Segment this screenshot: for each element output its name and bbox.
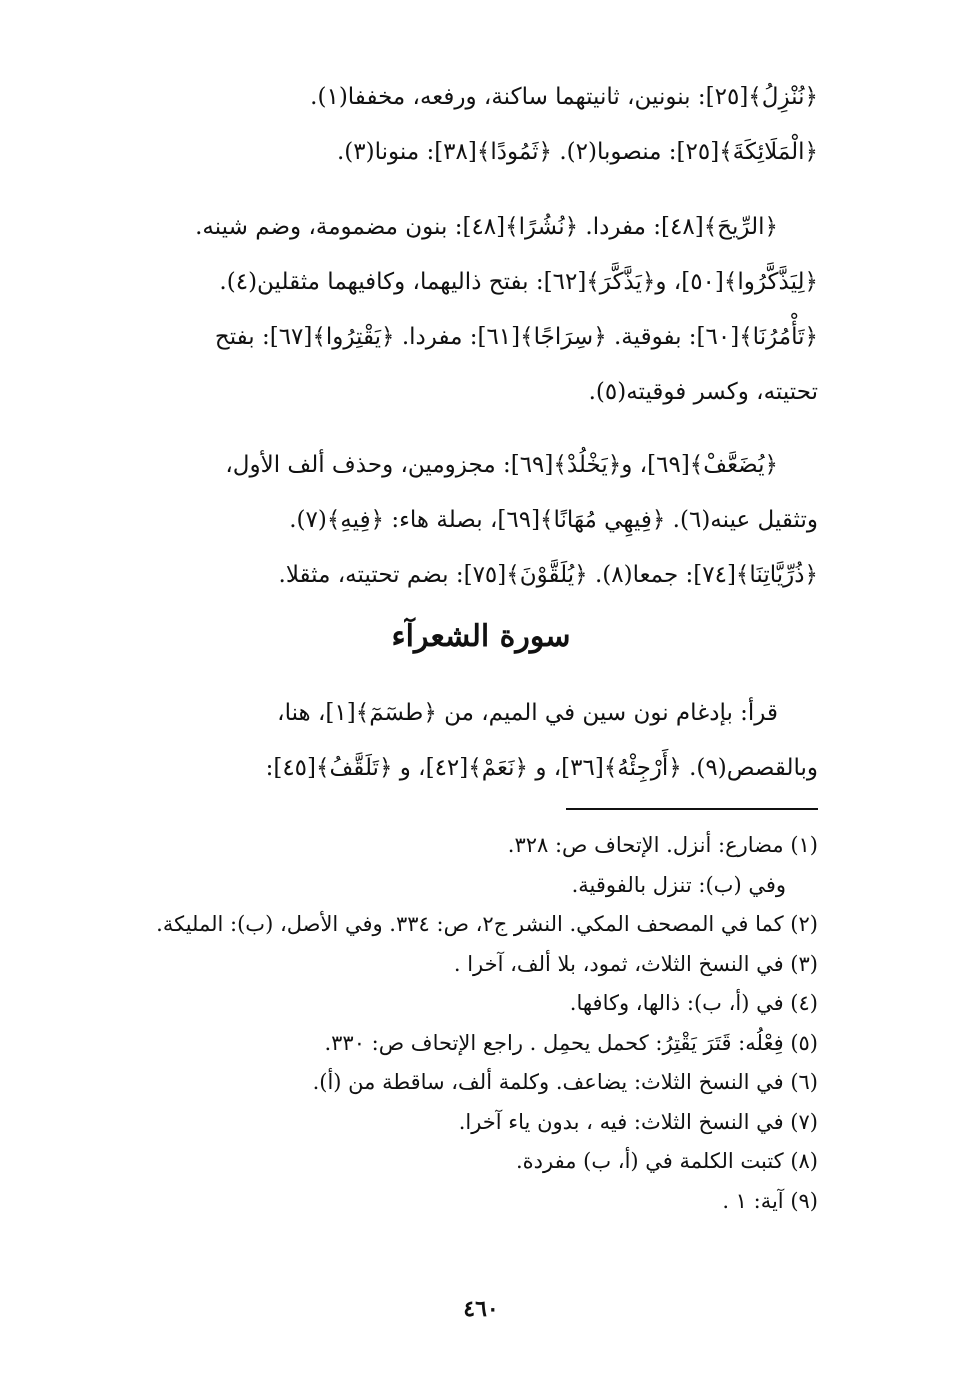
paragraph-3 bbox=[106, 438, 818, 603]
footnote: (٣) في النسخ الثلاث، ثمود، بلا ألف، آخرا . bbox=[453, 951, 818, 976]
text-line: ﴿لِيَذَّكَّرُوا﴾[٥٠]، و﴿يَذَّكَّرَ﴾[٦٢]: بفتح ذاليهما، وكافيهما مثقلين(٤). bbox=[219, 269, 818, 295]
footnote: (٥) فِعْلُه: قَتَرَ يَقْتِرُ: كحمل يحمِل . راجع الإتحاف ص: ٣٣٠. bbox=[324, 1030, 818, 1055]
footnote: (٢) كما في المصحف المكي. النشر ج٢، ص: ٣٣٤. وفي الأصل، (ب): المليكة. bbox=[156, 912, 818, 936]
text-line: ﴿ذُرِّيَّاتِنَا﴾[٧٤]: جمعا(٨). ﴿يُلَقَّوْنَ﴾[٧٥]: بضم تحتيته، مثقلا. bbox=[278, 562, 818, 588]
footnote: (٦) في النسخ الثلاث: يضاعف. وكلمة ألف، ساقطة من (أ). bbox=[312, 1070, 818, 1094]
paragraph-2 bbox=[106, 200, 818, 420]
text-line: ﴿نُنْزِلُ﴾[٢٥]: بنونين، ثانيتهما ساكنة، ورفعه، مخففا(١). bbox=[310, 84, 818, 110]
paragraph-4 bbox=[106, 686, 818, 796]
page-number: ٤٦٠ bbox=[463, 1296, 499, 1322]
text-line: وتثقيل عينه(٦). ﴿فِيهِي مُهَانًا﴾[٦٩]، بصلة هاء: ﴿فِيهِ﴾(٧). bbox=[289, 507, 818, 533]
paragraph-1 bbox=[106, 70, 818, 180]
text-line: تحتيته، وكسر فوقيته(٥). bbox=[588, 379, 818, 405]
footnote: (٤) في (أ، ب): ذالها، وكافها. bbox=[569, 991, 818, 1015]
surah-title: سورة الشعرآء bbox=[391, 619, 571, 654]
footnote: وفي (ب): تنزل بالفوقية. bbox=[571, 872, 786, 897]
footnote: (٩) آية: ١ . bbox=[722, 1188, 818, 1213]
text-line: ﴿يُضَعَّفْ﴾[٦٩]، و﴿يَخْلُدْ﴾[٦٩]: مجزومين، وحذف ألف الأول، bbox=[225, 452, 778, 478]
footnote: (٧) في النسخ الثلاث: فيه ، بدون ياء آخرا. bbox=[458, 1109, 818, 1134]
text-line: ﴿الرِّيحَ﴾[٤٨]: مفردا. ﴿نُشُرًا﴾[٤٨]: بنون مضمومة، وضم شينه. bbox=[195, 214, 778, 240]
text-line: ﴿تَأْمُرُنَا﴾[٦٠]: بفوقية. ﴿سِرَاجًا﴾[٦١]: مفردا. ﴿يَقْتِرُوا﴾[٦٧]: بفتح bbox=[214, 324, 818, 350]
footnote-separator bbox=[566, 808, 818, 810]
text-line: ﴿الْمَلَائِكَةَ﴾[٢٥]: منصوبا(٢). ﴿ثَمُودًا﴾[٣٨]: منونا(٣). bbox=[336, 139, 818, 165]
footnotes bbox=[106, 826, 818, 1221]
text-line: وبالقصص(٩). ﴿أَرْجِئْهُ﴾[٣٦]، و ﴿نَعَمْ﴾[٤٢]، و ﴿تَلَقَّفُ﴾[٤٥]: bbox=[265, 755, 818, 781]
footnote: (١) مضارع: أنزل. الإتحاف ص: ٣٢٨. bbox=[507, 833, 818, 857]
footnote: (٨) كتبت الكلمة في (أ، ب) مفردة. bbox=[516, 1149, 818, 1173]
text-line: قرأ: بإدغام نون سين في الميم، من ﴿طسٓمٓ﴾[١]، هنا، bbox=[277, 700, 778, 726]
